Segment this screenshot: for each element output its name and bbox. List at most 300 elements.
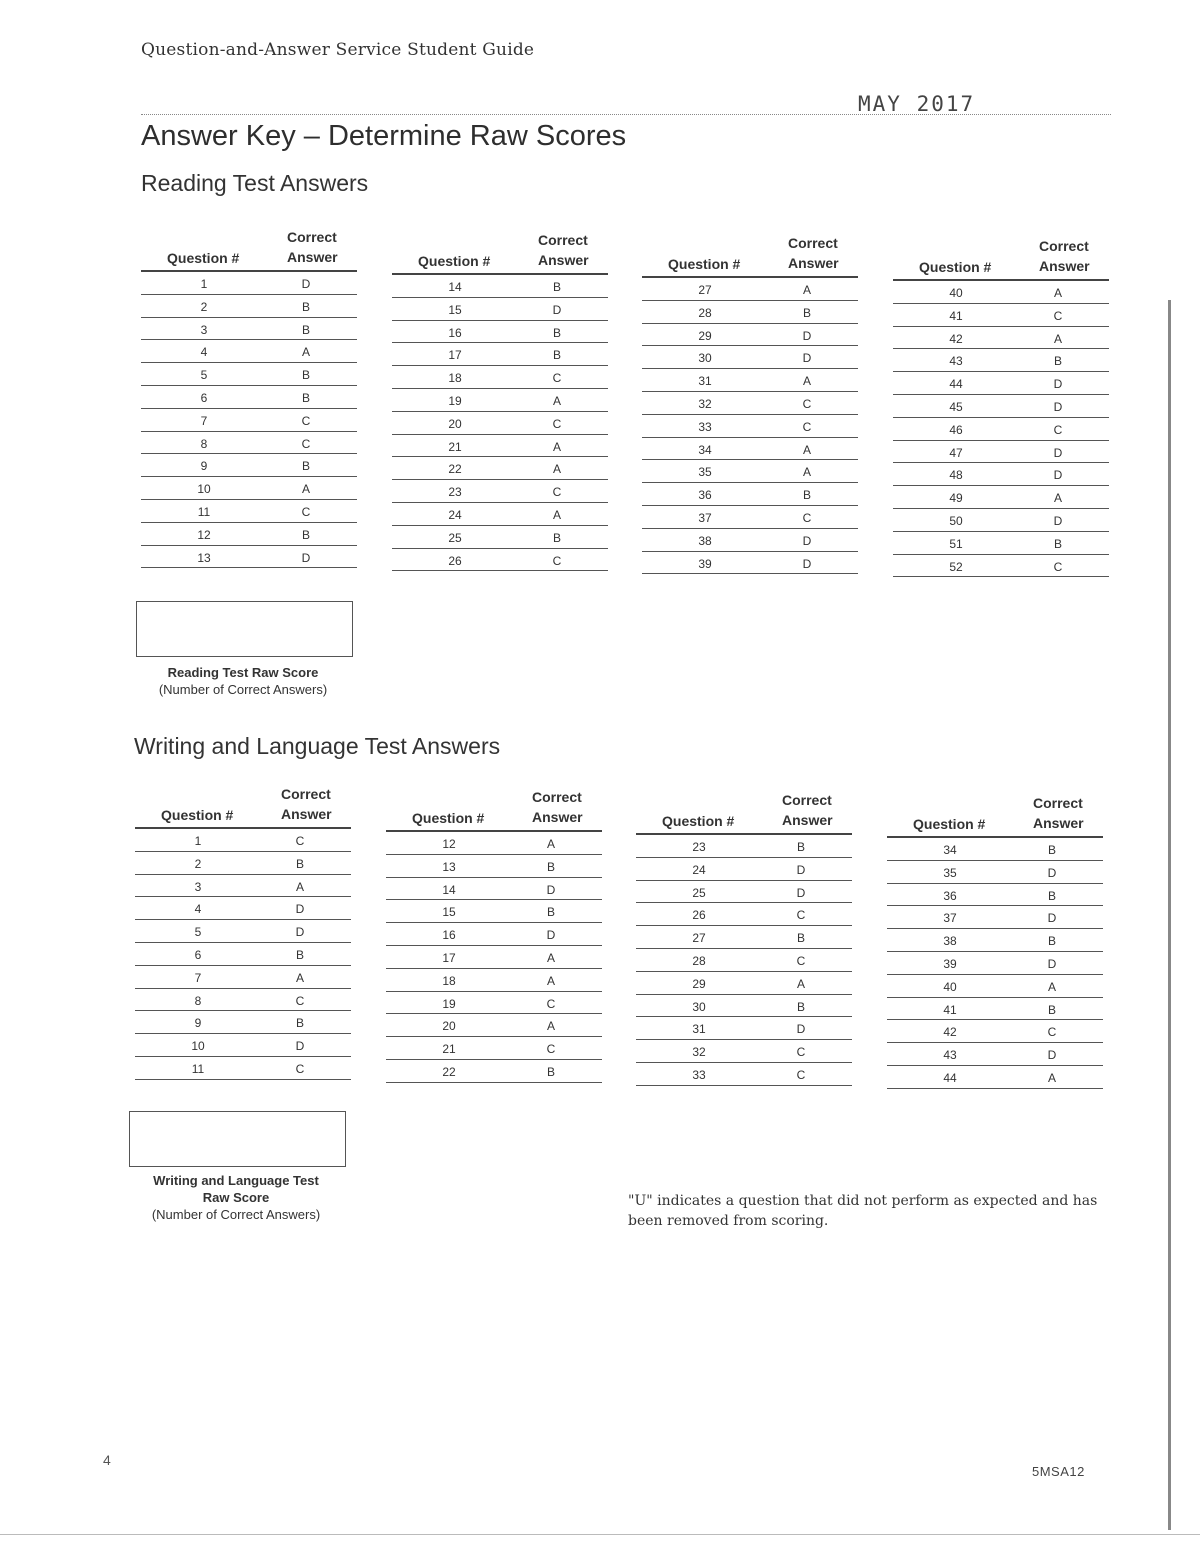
question-number: 3: [200, 322, 208, 337]
question-number: 45: [949, 399, 963, 414]
table-row: [392, 480, 608, 503]
question-number: 30: [692, 999, 706, 1014]
table-row: [642, 438, 858, 461]
correct-answer: B: [552, 530, 561, 545]
correct-answer: B: [802, 305, 811, 320]
correct-answer: D: [1053, 399, 1063, 414]
table-row: [386, 900, 602, 923]
table-row: [392, 389, 608, 412]
table-row: [392, 366, 608, 389]
question-number: 29: [698, 328, 712, 343]
answer-header-line-2: Answer: [1039, 258, 1090, 274]
table-header: [636, 789, 852, 835]
question-column-header: Question #: [412, 810, 485, 826]
question-number: 41: [949, 308, 963, 323]
correct-answer: C: [796, 953, 806, 968]
correct-answer: D: [1053, 445, 1063, 460]
table-row: [893, 486, 1109, 509]
correct-answer: A: [552, 439, 561, 454]
question-number: 17: [442, 950, 456, 965]
table-row: [386, 1037, 602, 1060]
table-row: [636, 926, 852, 949]
table-row: [636, 995, 852, 1018]
question-number: 16: [442, 928, 456, 943]
table-row: [887, 998, 1103, 1021]
correct-answer: B: [552, 325, 561, 340]
document-code: 5MSA12: [1032, 1464, 1085, 1479]
question-number: 10: [197, 482, 211, 497]
footnote: "U" indicates a question that did not perform as expected and has been removed from scoring.: [628, 1193, 1098, 1229]
correct-answer: A: [546, 973, 555, 988]
table-row: [887, 838, 1103, 861]
correct-answer: B: [1053, 536, 1062, 551]
table-row: [135, 943, 351, 966]
table-row: [642, 529, 858, 552]
question-number: 33: [698, 419, 712, 434]
table-row: [392, 298, 608, 321]
answer-header-line-1: Correct: [538, 232, 588, 248]
question-number: 38: [943, 934, 957, 949]
question-number: 43: [949, 354, 963, 369]
table-row: [386, 946, 602, 969]
correct-answer: C: [802, 419, 812, 434]
correct-answer: D: [301, 277, 311, 291]
table-row: [893, 463, 1109, 486]
table-row: [887, 929, 1103, 952]
reading-table-2: [392, 229, 608, 571]
question-number: 4: [194, 902, 202, 917]
question-number: 42: [949, 331, 963, 346]
question-number: 23: [448, 485, 462, 500]
table-row: [642, 346, 858, 369]
table-row: [893, 395, 1109, 418]
reading-table-1: [141, 226, 357, 568]
correct-answer: D: [552, 302, 562, 317]
reading-table-3: [642, 232, 858, 574]
correct-answer: C: [295, 993, 305, 1008]
question-number: 13: [197, 550, 211, 565]
answer-column-header: [532, 787, 583, 827]
correct-answer: D: [1047, 956, 1057, 971]
table-row: [135, 852, 351, 875]
table-row: [642, 324, 858, 347]
question-number: 31: [698, 374, 712, 389]
answer-header-line-1: Correct: [532, 789, 582, 805]
question-number: 6: [194, 947, 202, 962]
question-number: 35: [698, 465, 712, 480]
table-row: [135, 875, 351, 898]
question-number: 18: [448, 371, 462, 386]
question-number: 25: [448, 530, 462, 545]
table-row: [887, 1043, 1103, 1066]
question-number: 49: [949, 491, 963, 506]
table-row: [141, 340, 357, 363]
table-row: [642, 301, 858, 324]
table-row: [636, 881, 852, 904]
writing-score-label-subtitle: Raw Score: [202, 1190, 270, 1205]
table-row: [141, 295, 357, 318]
correct-answer: D: [1053, 513, 1063, 528]
correct-answer: C: [802, 510, 812, 525]
question-number: 12: [197, 527, 211, 542]
correct-answer: B: [301, 322, 310, 337]
table-row: [636, 858, 852, 881]
table-row: [642, 506, 858, 529]
correct-answer: C: [1053, 559, 1063, 574]
question-column-header: Question #: [919, 259, 992, 275]
correct-answer: A: [802, 465, 811, 480]
answer-header-line-2: Answer: [532, 809, 583, 825]
writing-section-title: Writing and Language Test Answers: [134, 733, 501, 759]
correct-answer: C: [301, 436, 311, 451]
question-number: 46: [949, 422, 963, 437]
question-number: 1: [194, 834, 202, 848]
question-number: 34: [698, 442, 712, 457]
correct-answer: A: [546, 837, 555, 851]
table-row: [141, 523, 357, 546]
reading-table-4: [893, 235, 1109, 577]
table-row: [893, 304, 1109, 327]
question-number: 38: [698, 533, 712, 548]
table-header: [887, 792, 1103, 838]
correct-answer: A: [295, 879, 304, 894]
table-row: [636, 1063, 852, 1086]
correct-answer: D: [1053, 468, 1063, 483]
correct-answer: C: [301, 504, 311, 519]
table-row: [392, 343, 608, 366]
table-header: [141, 226, 357, 272]
correct-answer: A: [1047, 1070, 1056, 1085]
table-row: [893, 509, 1109, 532]
question-column-header: Question #: [913, 816, 986, 832]
question-number: 7: [194, 970, 202, 985]
question-number: 5: [200, 368, 208, 383]
question-number: 29: [692, 976, 706, 991]
correct-answer: B: [295, 1016, 304, 1031]
question-number: 12: [442, 837, 456, 851]
scan-bottom-edge: [0, 1534, 1200, 1535]
correct-answer: B: [301, 390, 310, 405]
reading-section-title: Reading Test Answers: [141, 170, 369, 196]
answer-header-line-2: Answer: [782, 812, 833, 828]
answer-header-line-1: Correct: [287, 229, 337, 245]
correct-answer: C: [301, 413, 311, 428]
reading-raw-score-box[interactable]: [136, 601, 353, 657]
table-row: [642, 483, 858, 506]
answer-column-header: [1039, 236, 1090, 276]
table-row: [141, 546, 357, 569]
correct-answer: C: [546, 1042, 556, 1057]
writing-table-2: [386, 786, 602, 1083]
correct-answer: A: [546, 1019, 555, 1034]
question-number: 37: [698, 510, 712, 525]
table-row: [135, 920, 351, 943]
table-row: [636, 949, 852, 972]
table-row: [893, 418, 1109, 441]
question-number: 36: [943, 888, 957, 903]
correct-answer: B: [796, 931, 805, 946]
question-number: 37: [943, 911, 957, 926]
table-row: [141, 318, 357, 341]
writing-raw-score-box[interactable]: [129, 1111, 346, 1167]
question-number: 7: [200, 413, 208, 428]
question-number: 2: [200, 299, 208, 314]
answer-column-header: [281, 784, 332, 824]
question-number: 32: [698, 396, 712, 411]
correct-answer: D: [796, 1022, 806, 1037]
correct-answer: C: [552, 416, 562, 431]
table-row: [392, 503, 608, 526]
correct-answer: C: [796, 908, 806, 923]
question-number: 52: [949, 559, 963, 574]
table-row: [887, 861, 1103, 884]
question-number: 22: [442, 1064, 456, 1079]
question-number: 25: [692, 885, 706, 900]
question-number: 5: [194, 925, 202, 940]
table-row: [887, 1020, 1103, 1043]
correct-answer: D: [802, 328, 812, 343]
table-row: [636, 1017, 852, 1040]
answer-column-header: [788, 233, 839, 273]
question-number: 47: [949, 445, 963, 460]
question-number: 39: [698, 556, 712, 571]
correct-answer: D: [796, 885, 806, 900]
question-number: 14: [448, 280, 462, 294]
correct-answer: B: [802, 488, 811, 503]
correct-answer: B: [546, 905, 555, 920]
correct-answer: B: [546, 859, 555, 874]
question-number: 40: [943, 979, 957, 994]
page-number: 4: [103, 1452, 111, 1468]
answer-header-line-1: Correct: [281, 786, 331, 802]
correct-answer: A: [1053, 286, 1062, 300]
answer-column-header: [1033, 793, 1084, 833]
answer-header-line-1: Correct: [1039, 238, 1089, 254]
question-column-header: Question #: [662, 813, 735, 829]
correct-answer: A: [1053, 491, 1062, 506]
answer-header-line-1: Correct: [782, 792, 832, 808]
table-row: [141, 386, 357, 409]
answer-header-line-2: Answer: [281, 806, 332, 822]
question-number: 20: [448, 416, 462, 431]
table-row: [642, 278, 858, 301]
correct-answer: C: [1053, 422, 1063, 437]
question-number: 21: [448, 439, 462, 454]
correct-answer: A: [552, 393, 561, 408]
answer-column-header: [538, 230, 589, 270]
correct-answer: A: [802, 442, 811, 457]
answer-column-header: [287, 227, 338, 267]
question-number: 9: [194, 1016, 202, 1031]
guide-title: Question-and-Answer Service Student Guide: [141, 40, 535, 60]
reading-score-label-note: (Number of Correct Answers): [158, 682, 328, 697]
writing-raw-score-label: [113, 1172, 359, 1223]
correct-answer: B: [301, 527, 310, 542]
question-number: 48: [949, 468, 963, 483]
question-number: 28: [692, 953, 706, 968]
table-row: [887, 1066, 1103, 1089]
correct-answer: C: [546, 996, 556, 1011]
correct-answer: C: [552, 485, 562, 500]
question-number: 4: [200, 345, 208, 360]
question-number: 8: [200, 436, 208, 451]
answer-header-line-1: Correct: [788, 235, 838, 251]
reading-score-label-title: Reading Test Raw Score: [167, 665, 319, 680]
table-row: [636, 903, 852, 926]
question-number: 1: [200, 277, 208, 291]
correct-answer: B: [1047, 1002, 1056, 1017]
question-number: 2: [194, 856, 202, 871]
reading-raw-score-label: [120, 664, 366, 698]
question-number: 24: [692, 862, 706, 877]
question-number: 44: [949, 377, 963, 392]
table-row: [141, 363, 357, 386]
table-row: [135, 1057, 351, 1080]
correct-answer: B: [1047, 888, 1056, 903]
correct-answer: D: [796, 862, 806, 877]
table-row: [642, 552, 858, 575]
question-number: 51: [949, 536, 963, 551]
question-number: 8: [194, 993, 202, 1008]
question-number: 26: [448, 553, 462, 568]
question-number: 39: [943, 956, 957, 971]
question-number: 28: [698, 305, 712, 320]
answer-header-line-1: Correct: [1033, 795, 1083, 811]
correct-answer: D: [1047, 1048, 1057, 1063]
answer-header-line-2: Answer: [788, 255, 839, 271]
question-number: 41: [943, 1002, 957, 1017]
correct-answer: D: [295, 1039, 305, 1054]
table-row: [141, 432, 357, 455]
correct-answer: B: [301, 368, 310, 383]
question-number: 13: [442, 859, 456, 874]
table-row: [392, 275, 608, 298]
table-row: [887, 975, 1103, 998]
correct-answer: B: [295, 947, 304, 962]
question-number: 19: [442, 996, 456, 1011]
table-row: [141, 409, 357, 432]
table-row: [386, 969, 602, 992]
correct-answer: D: [1047, 911, 1057, 926]
question-number: 15: [442, 905, 456, 920]
question-column-header: Question #: [161, 807, 234, 823]
table-row: [135, 897, 351, 920]
correct-answer: D: [295, 902, 305, 917]
table-row: [642, 415, 858, 438]
question-number: 11: [197, 504, 211, 519]
question-number: 22: [448, 462, 462, 477]
writing-table-4: [887, 792, 1103, 1089]
question-number: 20: [442, 1019, 456, 1034]
question-number: 32: [692, 1045, 706, 1060]
answer-column-header: [782, 790, 833, 830]
table-row: [893, 327, 1109, 350]
table-row: [893, 349, 1109, 372]
table-row: [386, 1060, 602, 1083]
question-number: 23: [692, 840, 706, 854]
table-row: [887, 884, 1103, 907]
question-number: 36: [698, 488, 712, 503]
table-header: [893, 235, 1109, 281]
table-row: [386, 992, 602, 1015]
correct-answer: C: [552, 371, 562, 386]
correct-answer: D: [295, 925, 305, 940]
correct-answer: A: [1047, 979, 1056, 994]
correct-answer: A: [552, 462, 561, 477]
correct-answer: B: [295, 856, 304, 871]
correct-answer: A: [301, 345, 310, 360]
correct-answer: D: [802, 351, 812, 366]
table-row: [141, 500, 357, 523]
correct-answer: B: [301, 459, 310, 474]
table-row: [135, 829, 351, 852]
correct-answer: C: [796, 1067, 806, 1082]
table-row: [135, 1011, 351, 1034]
scan-right-edge: [1168, 300, 1171, 1530]
table-row: [386, 1014, 602, 1037]
correct-answer: C: [295, 834, 305, 848]
question-number: 30: [698, 351, 712, 366]
question-number: 15: [448, 302, 462, 317]
table-header: [386, 786, 602, 832]
table-row: [893, 555, 1109, 578]
table-row: [392, 435, 608, 458]
table-row: [392, 321, 608, 344]
correct-answer: C: [295, 1061, 305, 1076]
question-number: 19: [448, 393, 462, 408]
page-title: Answer Key – Determine Raw Scores: [141, 120, 627, 152]
table-row: [887, 906, 1103, 929]
table-row: [141, 272, 357, 295]
table-header: [392, 229, 608, 275]
question-number: 34: [943, 843, 957, 857]
question-number: 44: [943, 1070, 957, 1085]
question-number: 42: [943, 1025, 957, 1040]
writing-score-label-note: (Number of Correct Answers): [151, 1207, 321, 1222]
question-number: 9: [200, 459, 208, 474]
table-row: [135, 1034, 351, 1057]
correct-answer: D: [301, 550, 311, 565]
question-column-header: Question #: [167, 250, 240, 266]
question-number: 35: [943, 865, 957, 880]
correct-answer: A: [546, 950, 555, 965]
table-row: [636, 1040, 852, 1063]
correct-answer: A: [552, 507, 561, 522]
correct-answer: A: [802, 283, 811, 297]
table-row: [141, 454, 357, 477]
correct-answer: D: [1053, 377, 1063, 392]
correct-answer: A: [802, 374, 811, 389]
correct-answer: B: [546, 1064, 555, 1079]
question-number: 27: [692, 931, 706, 946]
table-row: [392, 457, 608, 480]
table-header: [642, 232, 858, 278]
correct-answer: B: [1047, 934, 1056, 949]
correct-answer: C: [552, 553, 562, 568]
handwritten-date: MAY 2017: [858, 92, 976, 116]
table-row: [893, 372, 1109, 395]
table-row: [386, 855, 602, 878]
answer-header-line-2: Answer: [538, 252, 589, 268]
question-number: 17: [448, 348, 462, 363]
correct-answer: B: [796, 840, 805, 854]
question-number: 40: [949, 286, 963, 300]
table-row: [893, 441, 1109, 464]
correct-answer: B: [552, 348, 561, 363]
correct-answer: B: [1047, 843, 1056, 857]
correct-answer: C: [796, 1045, 806, 1060]
correct-answer: D: [802, 533, 812, 548]
